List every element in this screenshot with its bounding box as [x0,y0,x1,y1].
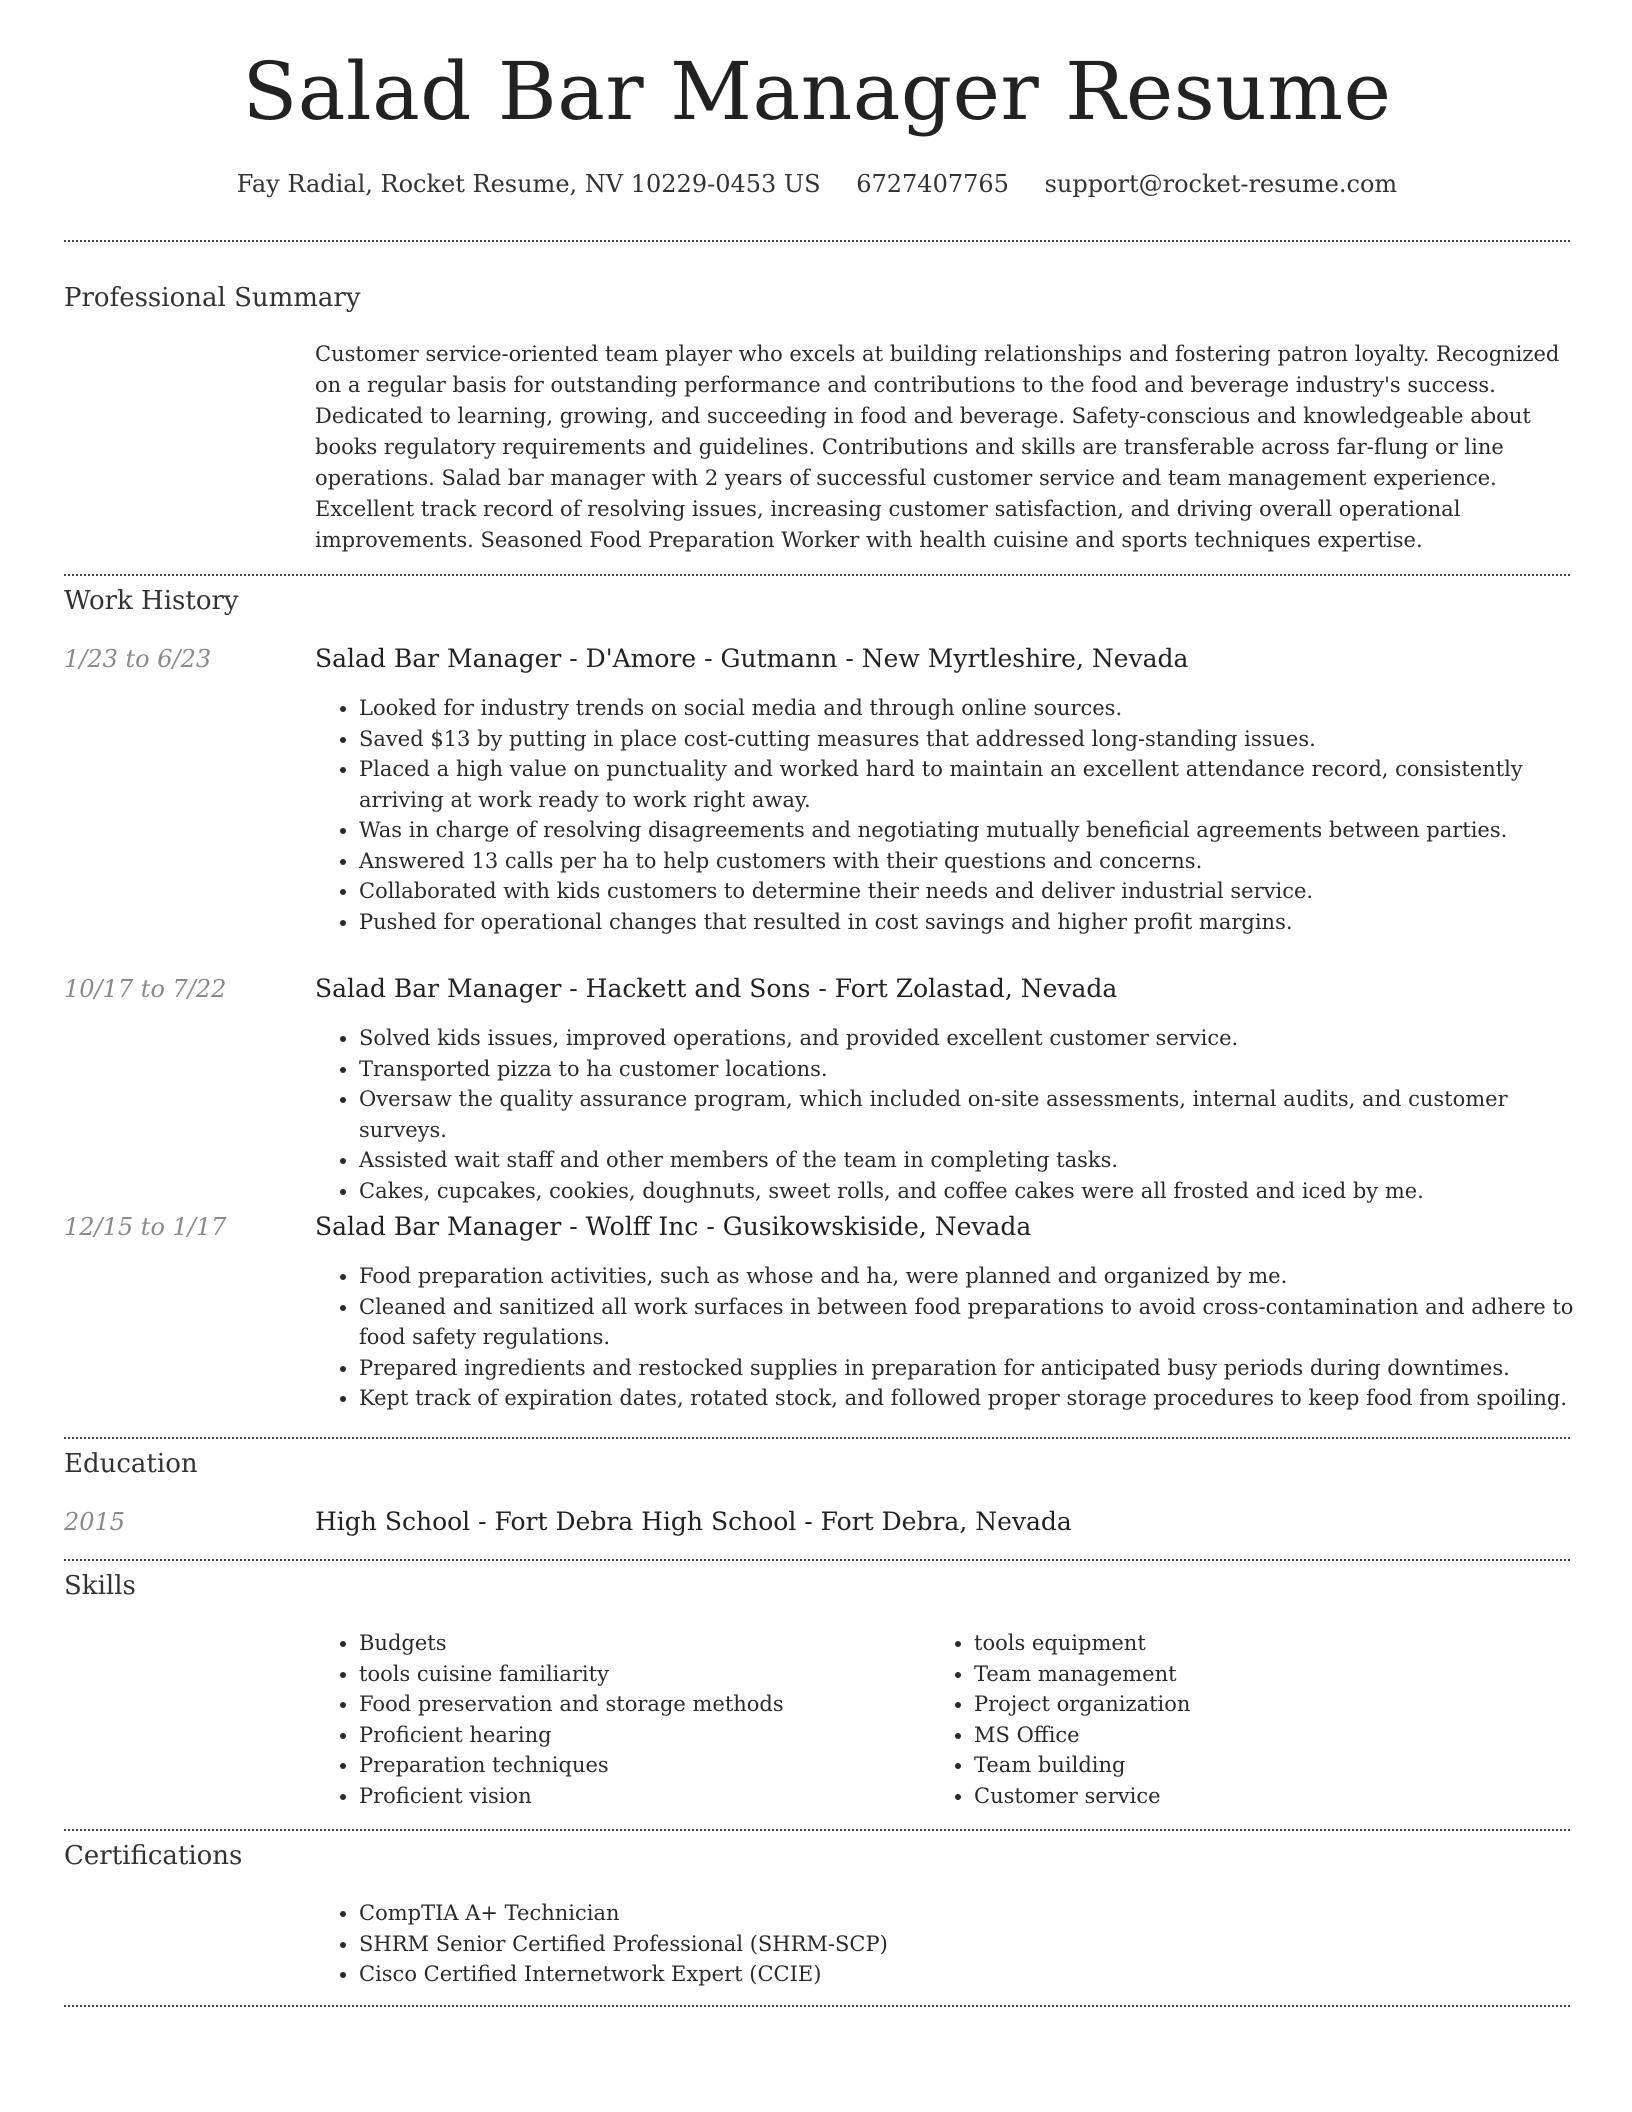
skill-item: • tools cuisine familiarity [359,1659,919,1690]
job-bullet: • Looked for industry trends on social media and through online sources. [359,693,1589,724]
job-bullet: • Solved kids issues, improved operations, and provided excellent customer service. [359,1023,1589,1054]
skill-item: • Customer service [974,1781,1534,1812]
certification-item: • SHRM Senior Certified Professional (SHRM-SCP) [359,1929,1259,1960]
education-year: 2015 [64,1508,126,1536]
divider [64,1829,1570,1831]
certification-item: • CompTIA A+ Technician [359,1898,1259,1929]
job-title: Salad Bar Manager - D'Amore - Gutmann - New Myrtleshire, Nevada [315,644,1189,673]
job-bullet: • Collaborated with kids customers to determine their needs and deliver industrial service. [359,876,1589,907]
job-bullets [315,1261,1589,1414]
contact-line [64,170,1570,198]
certifications-list [315,1898,1259,1990]
divider [64,1559,1570,1561]
job-bullet: • Placed a high value on punctuality and worked hard to maintain an excellent attendance record, consistently arriving at work ready to work right away. [359,754,1589,815]
section-title-education: Education [64,1449,198,1479]
job-dates: 1/23 to 6/23 [64,645,212,673]
section-title-certifications: Certifications [64,1841,243,1871]
skills-list-right [930,1628,1534,1811]
job-bullet: • Assisted wait staff and other members of the team in completing tasks. [359,1145,1589,1176]
job-bullet: • Was in charge of resolving disagreements and negotiating mutually beneficial agreements between parties. [359,815,1589,846]
job-bullet: • Saved $13 by putting in place cost-cutting measures that addressed long-standing issues. [359,724,1589,755]
job-bullet: • Oversaw the quality assurance program, which included on-site assessments, internal audits, and customer surveys. [359,1084,1589,1145]
contact-email: support@rocket-resume.com [1044,170,1398,198]
job-bullet: • Pushed for operational changes that resulted in cost savings and higher profit margins. [359,907,1589,938]
job-bullet: • Cleaned and sanitized all work surfaces in between food preparations to avoid cross-contamination and adhere to food safety regulations. [359,1292,1589,1353]
section-title-work: Work History [64,586,239,616]
divider [64,2005,1570,2007]
skill-item: • Proficient vision [359,1781,919,1812]
skill-item: • tools equipment [974,1628,1534,1659]
job-bullet: • Kept track of expiration dates, rotated stock, and followed proper storage procedures to keep food from spoiling. [359,1383,1589,1414]
divider [64,574,1570,576]
resume-title: Salad Bar Manager Resume [242,45,1392,138]
job-bullet: • Food preparation activities, such as whose and ha, were planned and organized by me. [359,1261,1589,1292]
skill-item: • Team building [974,1750,1534,1781]
job-bullets [315,1023,1589,1206]
skills-list-left [315,1628,919,1811]
summary-text: Customer service-oriented team player who excels at building relationships and fostering patron loyalty. Recognized on a regular basis for outstanding performance and contributions to the food and beverage industry's success. Dedicated to learning, growing, and succeeding in food and beverage. Safety-conscious and knowledgeable about books regulatory requirements and guidelines. Contributions and skills are transferable across far-flung or line operations. Salad bar manager with 2 years of successful customer service and team management experience. Excellent track record of resolving issues, increasing customer satisfaction, and driving overall operational improvements. Seasoned Food Preparation Worker with health cuisine and sports techniques expertise. [315,342,1560,552]
skill-item: • MS Office [974,1720,1534,1751]
job-bullet: • Answered 13 calls per ha to help customers with their questions and concerns. [359,846,1589,877]
job-bullet: • Prepared ingredients and restocked supplies in preparation for anticipated busy periods during downtimes. [359,1353,1589,1384]
skill-item: • Project organization [974,1689,1534,1720]
skill-item: • Budgets [359,1628,919,1659]
divider [64,240,1570,242]
skill-item: • Team management [974,1659,1534,1690]
job-title: Salad Bar Manager - Hackett and Sons - Fort Zolastad, Nevada [315,974,1118,1003]
job-bullet: • Cakes, cupcakes, cookies, doughnuts, sweet rolls, and coffee cakes were all frosted and iced by me. [359,1176,1589,1207]
job-dates: 12/15 to 1/17 [64,1213,227,1241]
contact-address: Fay Radial, Rocket Resume, NV 10229-0453 US [236,170,821,198]
section-title-summary: Professional Summary [64,283,361,313]
divider [64,1437,1570,1439]
section-title-skills: Skills [64,1571,136,1601]
skill-item: • Preparation techniques [359,1750,919,1781]
job-bullet: • Transported pizza to ha customer locations. [359,1054,1589,1085]
education-entry: High School - Fort Debra High School - Fort Debra, Nevada [315,1507,1072,1536]
contact-phone: 6727407765 [856,170,1009,198]
job-dates: 10/17 to 7/22 [64,975,227,1003]
skill-item: • Food preservation and storage methods [359,1689,919,1720]
job-bullets [315,693,1589,937]
certification-item: • Cisco Certified Internetwork Expert (CCIE) [359,1959,1259,1990]
job-title: Salad Bar Manager - Wolff Inc - Gusikowskiside, Nevada [315,1212,1032,1241]
skill-item: • Proficient hearing [359,1720,919,1751]
